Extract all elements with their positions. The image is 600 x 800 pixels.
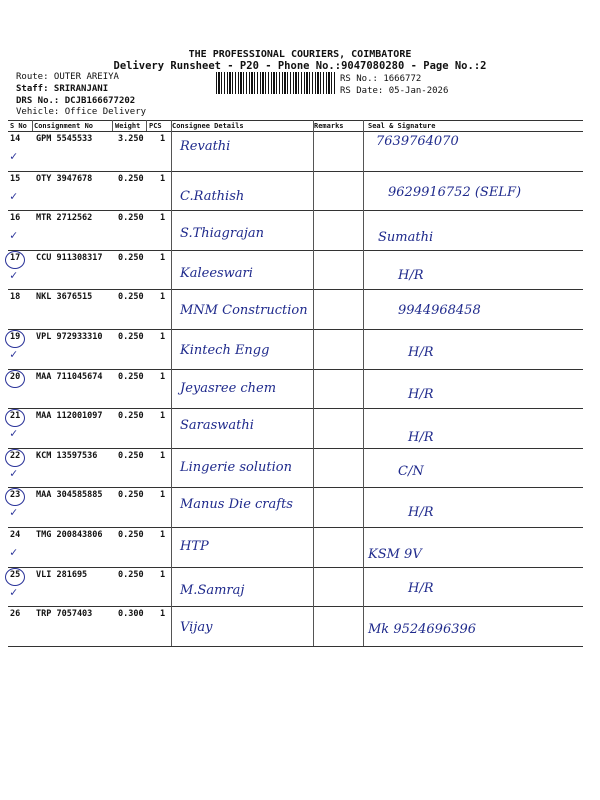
row-divider [8,487,583,488]
vehicle-text: Vehicle: Office Delivery [16,107,147,117]
check-mark: ✓ [10,188,18,203]
column-divider [112,120,113,131]
header-bottom-border [8,131,583,132]
row-signature-handwritten: H/R [408,345,434,360]
row-consignee-handwritten: C.Rathish [180,188,245,204]
check-mark: ✓ [10,545,18,559]
row-signature-handwritten: H/R [408,386,434,402]
row-divider [8,171,583,172]
row-weight: 0.250 [118,490,144,501]
row-divider [8,567,583,568]
row-consignee-handwritten: Saraswathi [180,418,254,434]
row-weight: 0.250 [118,371,144,382]
row-consignment-no: CCU 911308317 [36,252,103,263]
row-consignee-handwritten: Revathi [180,139,231,154]
row-divider [8,606,583,607]
sno-circle-mark [5,330,25,348]
row-divider [8,289,583,290]
row-divider [8,646,583,647]
row-consignee-handwritten: Manus Die crafts [180,497,293,513]
row-signature-handwritten: 9944968458 [398,303,481,319]
row-consignee-handwritten: HTP [180,539,209,554]
row-sno: 23 [10,490,21,501]
company-title: THE PROFESSIONAL COURIERS, COIMBATORE [188,49,412,60]
row-pcs: 1 [160,530,166,540]
row-signature-handwritten: C/N [398,463,424,479]
table-top-border [8,120,583,121]
row-signature-handwritten: Sumathi [378,230,434,246]
row-consignment-no: GPM 5545533 [36,134,93,144]
row-consignment-no: MAA 112001097 [36,411,103,422]
sno-circle-mark [5,409,25,427]
row-weight: 3.250 [118,134,144,144]
row-divider [8,250,583,251]
check-mark: ✓ [10,267,18,282]
row-sno: 19 [10,332,21,342]
sno-circle-mark [5,568,25,586]
check-mark: ✓ [10,149,18,163]
row-consignee-handwritten: Jeyasree chem [180,380,277,396]
check-mark: ✓ [10,347,18,361]
sno-circle-mark [5,488,25,506]
row-consignment-no: MAA 711045674 [36,371,103,382]
barcode [216,72,336,94]
row-divider [8,448,583,449]
row-sno: 26 [10,609,21,620]
row-consignment-no: KCM 13597536 [36,450,98,461]
row-consignment-no: OTY 3947678 [36,173,93,184]
row-weight: 0.250 [118,569,144,580]
sno-circle-mark [5,251,25,269]
row-consignee-handwritten: Vijay [180,620,213,636]
row-sno: 25 [10,569,21,580]
row-weight: 0.250 [118,213,144,224]
row-sno: 21 [10,411,21,422]
drs-text: DRS No.: DCJB166677202 [16,96,136,106]
check-mark: ✓ [10,584,18,599]
row-sno: 14 [10,134,21,144]
row-weight: 0.250 [118,173,144,184]
row-divider [8,210,583,211]
row-consignee-handwritten: MNM Construction [180,303,308,319]
row-consignee-handwritten: Kaleeswari [180,265,253,281]
row-consignee-handwritten: Kintech Engg [180,343,270,358]
row-consignment-no: VPL 972933310 [36,332,103,342]
row-signature-handwritten: H/R [408,430,434,446]
row-pcs: 1 [160,569,166,580]
row-consignee-handwritten: M.Samraj [180,582,245,598]
col-header-pcs: PCS [149,122,162,130]
row-sno: 15 [10,173,21,184]
col-header-signature: Seal & Signature [368,122,436,130]
rs-number: RS No.: 1666772 [340,74,422,84]
row-consignment-no: TMG 200843806 [36,530,103,540]
row-signature-handwritten: 7639764070 [376,134,459,149]
check-mark: ✓ [10,228,18,243]
row-pcs: 1 [160,490,166,501]
row-pcs: 1 [160,609,166,620]
row-pcs: 1 [160,213,166,224]
row-weight: 0.250 [118,411,144,422]
sno-circle-mark [5,449,25,467]
check-mark: ✓ [10,465,18,480]
row-consignment-no: VLI 281695 [36,569,88,580]
row-pcs: 1 [160,332,166,342]
rs-date: RS Date: 05-Jan-2026 [340,86,449,96]
row-signature-handwritten: 9629916752 (SELF) [388,184,522,200]
check-mark: ✓ [10,426,18,441]
row-pcs: 1 [160,173,166,184]
row-pcs: 1 [160,292,166,303]
row-consignment-no: MAA 304585885 [36,490,103,501]
row-sno: 24 [10,530,21,540]
row-consignment-no: MTR 2712562 [36,213,93,224]
sno-circle-mark [5,370,25,388]
row-signature-handwritten: H/R [408,580,434,596]
row-pcs: 1 [160,450,166,461]
row-consignee-handwritten: Lingerie solution [180,459,292,475]
row-weight: 0.250 [118,292,144,303]
row-divider [8,329,583,330]
row-pcs: 1 [160,411,166,422]
row-signature-handwritten: KSM 9V [368,547,422,562]
col-header-weight: Weight [115,122,141,130]
row-consignment-no: TRP 7057403 [36,609,93,620]
column-divider [171,120,172,646]
row-sno: 20 [10,371,21,382]
row-weight: 0.250 [118,450,144,461]
row-pcs: 1 [160,252,166,263]
column-divider [146,120,147,131]
row-signature-handwritten: H/R [408,505,434,521]
row-divider [8,527,583,528]
runsheet-subtitle: Delivery Runsheet - P20 - Phone No.:9047080280 - Page No.:2 [113,60,487,72]
row-divider [8,369,583,370]
row-consignee-handwritten: S.Thiagrajan [180,226,264,242]
row-consignment-no: NKL 3676515 [36,292,93,303]
row-weight: 0.300 [118,609,144,620]
row-pcs: 1 [160,134,166,144]
staff-text: Staff: SRIRANJANI [16,84,109,94]
row-weight: 0.250 [118,252,144,263]
column-divider [32,120,33,131]
row-sno: 18 [10,292,21,303]
row-sno: 16 [10,213,21,224]
col-header-consignee: Consignee Details [172,122,244,130]
column-divider [363,120,364,646]
row-divider [8,408,583,409]
col-header-remarks: Remarks [314,122,344,130]
row-sno: 22 [10,450,21,461]
row-signature-handwritten: Mk 9524696396 [368,622,477,638]
row-weight: 0.250 [118,530,144,540]
row-signature-handwritten: H/R [398,267,424,283]
route-text: Route: OUTER AREIYA [16,72,119,82]
row-pcs: 1 [160,371,166,382]
column-divider [313,120,314,646]
col-header-consignment: Consignment No [34,122,94,130]
row-weight: 0.250 [118,332,144,342]
col-header-sno: S No [10,122,27,130]
row-sno: 17 [10,252,21,263]
check-mark: ✓ [10,505,18,520]
